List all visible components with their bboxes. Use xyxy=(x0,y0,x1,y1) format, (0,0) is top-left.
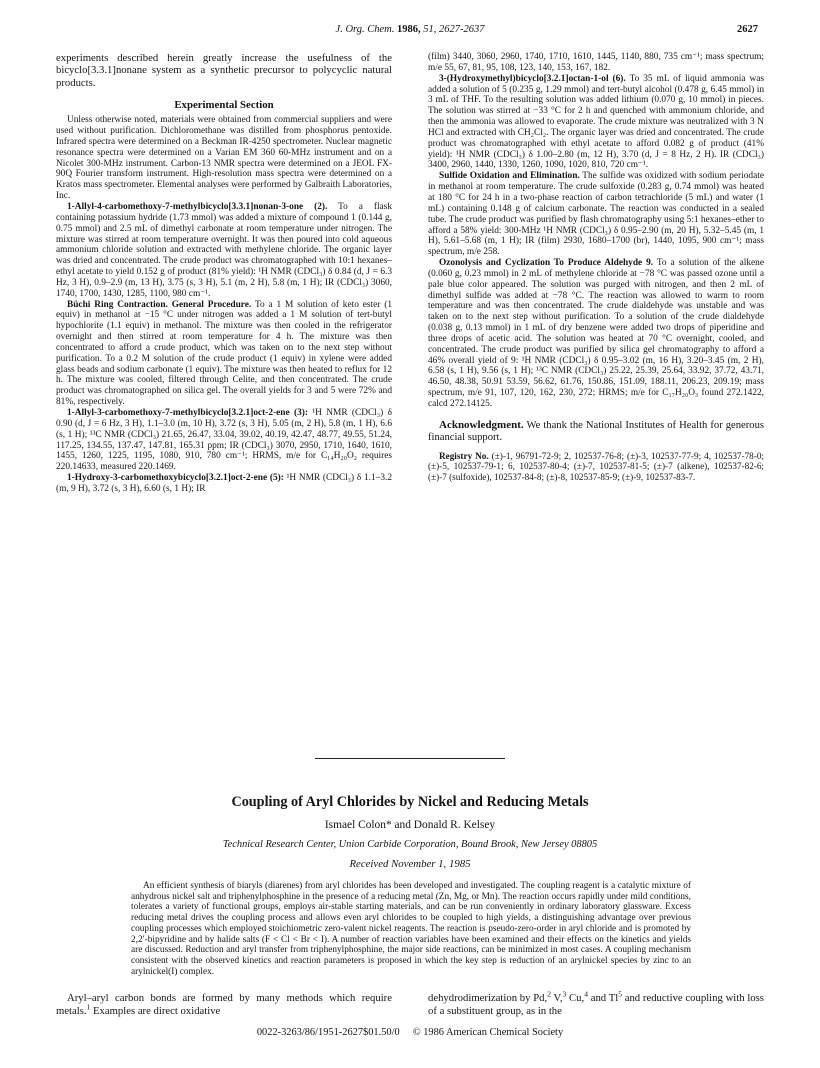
compound-2-text: To a flask containing potassium hydride (1.73 mmol) was added a mixture of compound 1 (0.144 g, 0.75 mmol) and 2.5 mL of dimethyl carbonate at room temperature under nitrogen. The mixture was stirred at room temperature overnight. It was then poured into cold aqueous ammonium chloride solution and extracted with methylene chloride. The organic layer was dried and concentrated. The crude product was chromatographed with 10:1 hexanes–ethyl acetate to yield 0.152 g of product (81% yield): ¹H NMR (CDCl₃) δ 0.84 (d, J = 6.3 Hz, 3 H), 0.9–2.9 (m, 13 H), 3.75 (s, 3 H), 5.1 (m, 2 H), 5.8 (m, 1 H); IR (CDCl₃) 3060, 1740, 1700, 1430, 1285, 1100, 980 cm⁻¹. xyxy=(56,201,392,299)
experimental-heading: Experimental Section xyxy=(174,99,274,112)
left-column xyxy=(56,52,392,495)
article-body-left xyxy=(56,992,392,1018)
journal-volume: 51, xyxy=(423,24,437,35)
compound-6-heading: 3-(Hydroxymethyl)bicyclo[3.2.1]octan-1-ol (6). xyxy=(439,73,626,84)
compound-2-heading: 1-Allyl-4-carbomethoxy-7-methylbicyclo[3.3.1]nonan-3-one (2). xyxy=(67,201,328,212)
footnote-ref-2: 2 xyxy=(547,989,551,999)
footnote-ref-3: 3 xyxy=(562,989,567,999)
right-column xyxy=(428,52,764,483)
received-date: Received November 1, 1985 xyxy=(349,858,471,870)
compound-5-text: ¹H NMR (CDCl₃) δ 1.1–3.2 (m, 9 H), 3.72 (s, 3 H), 6.60 (s, 1 H); IR xyxy=(56,473,392,494)
sulfide-text: The sulfide was oxidized with sodium periodate in methanol at room temperature. The crude sulfoxide (0.283 g, 0.74 mmol) was heated at 180 °C for 24 h in a two-phase reaction of carbon tetrachloride (5 mL) and water (1 mL) containing 0.148 g of calcium carbonate. The reaction was conducted in a sealed tube. The crude product was purified by flash chromatography using 5:1 hexanes–ether to afford a 58% yield: 300-MHz ¹H NMR (CDCl₃) δ 0.95–2.90 (m, 20 H), 5.32–5.45 (m, 1 H), 5.61–5.68 (m, 1 H); IR (film) 2930, 1680–1700 (br), 1440, 1095, 900 cm⁻¹; mass spectrum, m/e 258. xyxy=(428,171,764,258)
ozonolysis-paragraph xyxy=(428,258,764,410)
compound-6-paragraph xyxy=(428,74,764,172)
compound-3-paragraph xyxy=(56,408,392,473)
ozonolysis-heading: Ozonolysis and Cyclization To Produce Aldehyde 9. xyxy=(439,258,654,269)
intro-continuation: experiments described herein greatly increase the usefulness of the bicyclo[3.3.1]nonane system as a synthetic precursor to polycyclic natural products. xyxy=(56,52,392,89)
body-left-text-b: Examples are direct oxidative xyxy=(90,1005,221,1017)
article-body-right xyxy=(428,989,764,1018)
article-abstract: An efficient synthesis of biaryls (diarenes) from aryl chlorides has been developed and investigated. The coupling reagent is a catalytic mixture of anhydrous nickel salt and triphenylphosphine in the presence of a reducing metal (Zn, Mg, or Mn). The reaction occurs rapidly under mild conditions, tolerates a variety of functional groups, employs air-stable starting materials, and can be run conveniently in ordinary laboratory glassware. Excess reducing metal drives the coupling process and allows even aryl chlorides to be coupled to high yields, a distinguishing advantage over previous coupling processes which employed stoichiometric zero-valent nickel reagents. The reaction is pseudo-zero-order in aryl chloride and is promoted by 2,2′-bipyridine and by halide salts (F < Cl < Br < I). A number of reaction variables have been examined and their effects on the kinetics and yields are discussed. Reduction and aryl transfer from triphenylphosphine, the major side reactions, can be minimized in most cases. A coupling mechanism consistent with the observed kinetics and reaction parameters is proposed in which the key step is reduction of an arylnickel species by zinc to an arylnickel(I) complex. xyxy=(131,881,691,977)
registry-heading: Registry No. xyxy=(439,450,489,461)
body-right-text-a: dehydrodimerization by Pd, xyxy=(428,992,548,1004)
acknowledgment-text: We thank the National Institutes of Health for generous financial support. xyxy=(428,419,764,444)
compound-5-paragraph xyxy=(56,473,392,495)
footnote-ref-5: 5 xyxy=(618,989,622,999)
acknowledgment-paragraph xyxy=(428,419,764,445)
body-right-text-b: V, xyxy=(550,992,563,1004)
body-right-text-c: Cu, xyxy=(566,992,585,1004)
journal-year: 1986, xyxy=(396,24,421,35)
body-right-text-d: and Tl xyxy=(587,992,619,1004)
sulfide-heading: Sulfide Oxidation and Elimination. xyxy=(439,171,580,182)
article-authors: Ismael Colon* and Donald R. Kelsey xyxy=(324,819,496,831)
footnote-ref-4: 4 xyxy=(584,989,588,999)
registry-paragraph xyxy=(428,451,764,483)
compound-2-paragraph xyxy=(56,202,392,300)
compound-3-heading: 1-Allyl-3-carbomethoxy-7-methylbicyclo[3.2.1]oct-2-ene (3): xyxy=(67,408,308,418)
sulfide-paragraph xyxy=(428,171,764,258)
journal-citation xyxy=(0,24,820,35)
journal-pages: 2627-2637 xyxy=(438,24,485,35)
compound-5-heading: 1-Hydroxy-3-carbomethoxybicyclo[3.2.1]oct-2-ene (5): xyxy=(67,473,284,484)
page-number: 2627 xyxy=(737,24,758,35)
acknowledgment-heading: Acknowledgment. xyxy=(439,418,524,431)
compound-6-text: To 35 mL of liquid ammonia was added a solution of 5 (0.235 g, 1.29 mmol) and tert-butyl alcohol (0.478 g, 6.45 mmol) in 3 mL of THF. To the resulting solution was added lithium (0.070 g, 10 mmol) in pieces. The solution was stirred at −33 °C for 2 h and quenched with ammonium chloride, and then the ammonia was allowed to evaporate. The crude mixture was neutralized with 3 N HCl and extracted with CH₂Cl₂. The organic layer was dried and concentrated. The crude product was chromatographed with ethyl acetate to afford 0.082 g of product (41% yield): ¹H NMR (CDCl₃) δ 1.00–2.80 (m, 12 H), 3.70 (d, J = 8 Hz, 2 H). IR (CDCl₃) 3400, 2960, 1440, 1330, 1260, 1090, 1020, 810, 720 cm⁻¹. xyxy=(428,73,764,171)
footnote-ref-1: 1 xyxy=(86,1002,91,1012)
running-head xyxy=(0,24,820,38)
page-footer xyxy=(0,1027,820,1038)
compound-3-text: ¹H NMR (CDCl₃) δ 0.90 (d, J = 6 Hz, 3 H), 1.1–3.0 (m, 10 H), 3.72 (s, 3 H), 5.05 (m, 2 H), 5.8 (m, 1 H), 6.6 (s, 1 H); ¹³C NMR (CDCl₃) 21.65, 26.47, 33.04, 39.02, 40.19, 42.47, 48.77, 49.55, 51.24, 117.25, 134.55, 137.47, 147.81, 165.31 ppm; IR (CDCl₃) 3070, 2950, 1710, 1640, 1610, 1455, 1260, 1225, 1195, 1080, 910, 780 cm⁻¹; HRMS, m/e for C₁₄H₂₀O₂ requires 220.14633, measured 220.1469. xyxy=(56,408,392,473)
article-affiliation: Technical Research Center, Union Carbide Corporation, Bound Brook, New Jersey 08805 xyxy=(222,839,598,850)
section-divider xyxy=(315,758,505,759)
buchi-text: To a 1 M solution of keto ester (1 equiv) in methanol at −15 °C under nitrogen was added a 1 M solution of tert-butyl hypochlorite (1.1 equiv) in methanol. The mixture was then cooled in the refrigerator overnight and then stirred at room temperature for 4 h. The mixture was then concentrated to afford a crude product, which was taken on to the next step without purification. To a 0.2 M solution of the crude product (1 equiv) in xylene were added glass beads and sodium carbonate (1 equiv). The mixture was then heated to reflux for 12 h. The mixture was cooled, filtered through Celite, and then concentrated. The crude product was chromatographed on silica gel. The overall yields for 3 and 5 were 72% and 81%, respectively. xyxy=(56,299,392,408)
general-methods-paragraph: Unless otherwise noted, materials were obtained from commercial suppliers and were used without purification. Dichloromethane was distilled from phosphorus pentoxide. Infrared spectra were determined on a Beckman IR-4250 spectrometer. Nuclear magnetic resonance spectra were determined on a Varian EM 360 60-MHz instrument and on a Nicolet 300-MHz instrument. Carbon-13 NMR spectra were determined on a JEOL FX-90Q Fourier transform instrument. High-resolution mass spectra were determined on a Kratos mass spectrometer. Elemental analyses were performed by Galbraith Laboratories, Inc. xyxy=(56,115,392,202)
buchi-paragraph xyxy=(56,300,392,408)
body-left-text-a: Aryl–aryl carbon bonds are formed by many methods which require metals. xyxy=(56,992,392,1017)
buchi-heading: Büchi Ring Contraction. General Procedure. xyxy=(67,299,252,310)
article-code: 0022-3263/86/1951-2627$01.50/0 xyxy=(256,1027,400,1038)
compound-5-continuation: (film) 3440, 3060, 2960, 1740, 1710, 1610, 1445, 1140, 880, 735 cm⁻¹; mass spectrum; m/e 55, 67, 81, 95, 108, 123, 140, 153, 167, 182. xyxy=(428,52,764,73)
body-right-text-e: and reductive coupling with loss of a substituent group, as in the xyxy=(428,992,764,1017)
article-title: Coupling of Aryl Chlorides by Nickel and Reducing Metals xyxy=(231,794,589,810)
ozonolysis-text: To a solution of the alkene (0.060 g, 0.23 mmol) in 2 mL of methylene chloride at −78 °C was passed ozone until a pale blue color appeared. The solution was purged with nitrogen, and then 2 mL of dimethyl sulfide was added at −78 °C. The reaction was allowed to warm to room temperature and was then concentrated. The crude dialdehyde was unstable and was taken on to the next step without purification. To a solution of the crude dialdehyde (0.038 g, 0.13 mmol) in 1 mL of dry benzene were added two drops of piperidine and three drops of acetic acid. The solution was heated at 70 °C overnight, cooled, and concentrated. The crude product was purified by silica gel chromatography to afford a 46% overall yield of 9: ¹H NMR (CDCl₃) δ 0.95–3.02 (m, 16 H), 3.20–3.45 (m, 2 H), 6.58 (s, 1 H), 9.56 (s, 1 H); ¹³C NMR (CDCl₃) 25.22, 25.39, 25.64, 33.92, 37.72, 43.71, 46.50, 48.38, 50.91 53.59, 56.62, 61.76, 150.86, 151.09, 188.11, 206.23, 209.19; mass spectrum, m/e 91, 107, 120, 162, 230, 272; HRMS; m/e for C₁₇H₂₀O₃ found 272.1422, calcd 272.14125. xyxy=(428,258,764,409)
journal-name: J. Org. Chem. xyxy=(335,24,395,35)
copyright-notice: © 1986 American Chemical Society xyxy=(412,1027,564,1038)
registry-text: (±)-1, 96791-72-9; 2, 102537-76-8; (±)-3, 102537-77-9; 4, 102537-78-0; (±)-5, 102537-79-1; 6, 102537-80-4; (±)-7, 102537-81-5; (±)-7 (alkene), 102537-82-6; (±)-7 (sulfoxide), 102537-84-8; (±)-8, 102537-85-9; (±)-9, 102537-83-7. xyxy=(428,450,764,483)
